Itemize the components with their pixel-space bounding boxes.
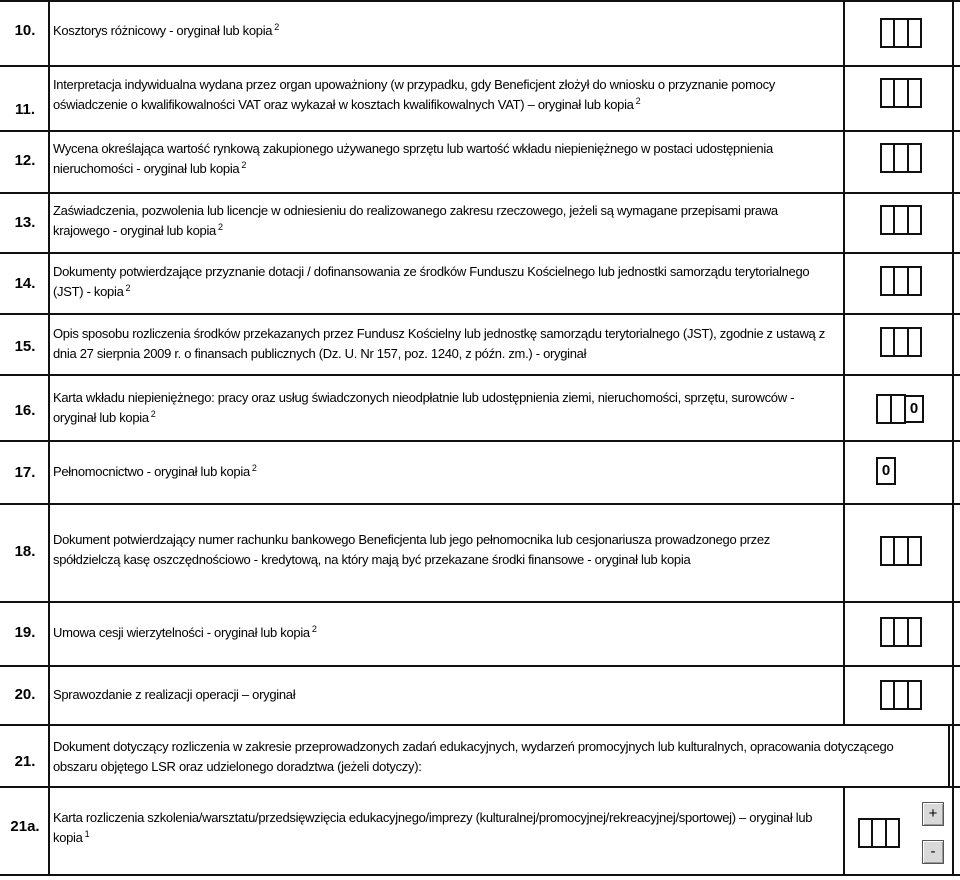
- row-divider: [0, 601, 960, 603]
- row-divider: [0, 192, 960, 194]
- count-boxes[interactable]: [880, 78, 922, 108]
- row-description: [53, 75, 833, 115]
- row-description: [53, 21, 833, 41]
- row-text: Pełnomocnictwo - oryginał lub kopia: [53, 464, 250, 479]
- row-divider: [0, 313, 960, 315]
- digit-cell[interactable]: [909, 682, 920, 708]
- count-boxes[interactable]: [880, 536, 922, 566]
- count-boxes[interactable]: [858, 818, 900, 848]
- row-description: [53, 262, 833, 302]
- row-number: 18.: [14, 543, 36, 560]
- count-boxes[interactable]: [880, 18, 922, 48]
- digit-cell[interactable]: [882, 682, 895, 708]
- count-boxes[interactable]: [880, 143, 922, 173]
- digit-cell[interactable]: [873, 820, 886, 846]
- row-divider: [0, 0, 960, 2]
- row-description: [53, 139, 833, 179]
- row-number: 16.: [14, 402, 36, 419]
- row-number: 12.: [14, 152, 36, 169]
- row-text: Dokument potwierdzający numer rachunku bankowego Beneficjenta lub jego pełnomocnika lub cesjonariusza prowadzonego przez spółdzielczą kasę oszczędnościowo - kredytową, na który mają być przekazane środki finansowe - oryginał lub kopia: [53, 532, 771, 567]
- row-text: Opis sposobu rozliczenia środków przekazanych przez Fundusz Kościelny lub jednostkę samorządu terytorialnego (JST), zgodnie z ustawą z dnia 27 sierpnia 2009 r. o finansach publicznych (Dz. U. Nr 157, poz. 1240, z późn. zm.) - oryginał: [53, 326, 825, 361]
- row-text: Umowa cesji wierzytelności - oryginał lub kopia: [53, 625, 310, 640]
- row-description: [53, 685, 833, 705]
- row-number: 21.: [14, 753, 36, 770]
- row-description: [53, 388, 833, 428]
- row-divider: [0, 130, 960, 132]
- digit-cell[interactable]: [909, 329, 920, 355]
- column-divider: [48, 0, 50, 876]
- row-description: [53, 201, 833, 241]
- digit-cell[interactable]: [882, 619, 895, 645]
- row-text: Dokument dotyczący rozliczenia w zakresie przeprowadzonych zadań edukacyjnych, wydarzeń promocyjnych lub kulturalnych, opracowania dotyczącego obszaru objętego LSR oraz udzielonego doradztwa (jeżeli dotyczy):: [53, 739, 894, 774]
- row-text: Sprawozdanie z realizacji operacji – oryginał: [53, 687, 296, 702]
- digit-cell[interactable]: [892, 396, 904, 422]
- digit-cell[interactable]: [878, 396, 892, 422]
- row-text: Karta wkładu niepieniężnego: pracy oraz usług świadczonych nieodpłatnie lub udostępnienia ziemi, nieruchomości, sprzętu, surowców - oryginał lub kopia: [53, 390, 795, 425]
- footnote-marker: 2: [217, 222, 223, 232]
- row-number: 20.: [14, 686, 36, 703]
- count-boxes[interactable]: [880, 266, 922, 296]
- row-divider: [0, 786, 960, 788]
- row-divider: [0, 374, 960, 376]
- row-description: [53, 462, 833, 482]
- row-description: [53, 808, 833, 848]
- row-divider: [0, 503, 960, 505]
- column-divider: [843, 786, 845, 876]
- row-divider: [0, 440, 960, 442]
- column-divider: [952, 0, 954, 876]
- row-divider: [0, 874, 960, 876]
- count-boxes[interactable]: [876, 394, 906, 424]
- row-text: Dokumenty potwierdzające przyznanie dotacji / dofinansowania ze środków Funduszu Kościelnego lub jednostki samorządu terytorialnego (JST) - kopia: [53, 264, 810, 299]
- digit-cell[interactable]: [882, 329, 895, 355]
- row-number: 15.: [14, 338, 36, 355]
- row-text: Zaświadczenia, pozwolenia lub licencje w odniesieniu do realizowanego zakresu rzeczowego, jeżeli są wymagane przepisami prawa krajowego - oryginał lub kopia: [53, 203, 778, 238]
- column-divider: [843, 0, 845, 726]
- digit-cell[interactable]: [895, 682, 908, 708]
- count-value-field[interactable]: 0: [876, 457, 896, 485]
- count-boxes[interactable]: [880, 205, 922, 235]
- digit-cell[interactable]: [895, 268, 908, 294]
- digit-cell[interactable]: [909, 207, 920, 233]
- column-divider: [948, 726, 950, 788]
- footnote-marker: 2: [274, 22, 279, 32]
- count-boxes[interactable]: [880, 680, 922, 710]
- footnote-marker: 2: [150, 409, 156, 419]
- footnote-marker: 2: [125, 283, 131, 293]
- digit-cell[interactable]: [895, 207, 908, 233]
- row-number: 11.: [14, 101, 36, 118]
- row-description: [53, 623, 833, 643]
- row-divider: [0, 724, 960, 726]
- row-number: 21a.: [10, 818, 40, 835]
- digit-cell[interactable]: [895, 619, 908, 645]
- digit-cell[interactable]: [882, 20, 895, 46]
- row-divider: [0, 665, 960, 667]
- row-text: Wycena określająca wartość rynkową zakupionego używanego sprzętu lub wartość wkładu niepieniężnego w postaci udostępnienia nieruchomości - oryginał lub kopia: [53, 141, 773, 176]
- digit-cell[interactable]: [895, 20, 908, 46]
- row-description: [53, 737, 913, 777]
- row-number: 13.: [14, 214, 36, 231]
- digit-cell[interactable]: [882, 268, 895, 294]
- digit-cell[interactable]: [909, 145, 920, 171]
- row-divider: [0, 65, 960, 67]
- count-value-field[interactable]: 0: [904, 395, 924, 423]
- digit-cell[interactable]: [860, 820, 873, 846]
- row-text: Kosztorys różnicowy - oryginał lub kopia: [53, 23, 273, 38]
- digit-cell[interactable]: [882, 207, 895, 233]
- digit-cell[interactable]: [909, 619, 920, 645]
- digit-cell[interactable]: [909, 538, 920, 564]
- digit-cell[interactable]: [882, 538, 895, 564]
- row-divider: [0, 252, 960, 254]
- row-text: Interpretacja indywidualna wydana przez organ upoważniony (w przypadku, gdy Beneficjent złożył do wniosku o przyznanie pomocy oświadczenie o kwalifikowalności VAT oraz wykazał w kosztach kwalifikowalnych VAT) – oryginał lub kopia: [53, 77, 775, 112]
- digit-cell[interactable]: [895, 145, 908, 171]
- row-description: [53, 530, 833, 570]
- digit-cell[interactable]: [909, 268, 920, 294]
- digit-cell[interactable]: [882, 145, 895, 171]
- footnote-marker: 1: [84, 829, 90, 839]
- row-text: Karta rozliczenia szkolenia/warsztatu/przedsięwzięcia edukacyjnego/imprezy (kulturalnej/promocyjnej/rekreacyjnej/sportowej) – oryginał lub kopia: [53, 810, 813, 845]
- digit-cell[interactable]: [909, 20, 920, 46]
- footnote-marker: 2: [241, 160, 247, 170]
- footnote-marker: 2: [635, 96, 641, 106]
- digit-cell[interactable]: [887, 820, 898, 846]
- count-boxes[interactable]: [880, 617, 922, 647]
- row-number: 17.: [14, 464, 36, 481]
- digit-cell[interactable]: [895, 80, 908, 106]
- digit-cell[interactable]: [895, 538, 908, 564]
- remove-row-button[interactable]: -: [922, 840, 944, 864]
- add-row-button[interactable]: +: [922, 802, 944, 826]
- footnote-marker: 2: [251, 463, 257, 473]
- digit-cell[interactable]: [882, 80, 895, 106]
- row-number: 19.: [14, 624, 36, 641]
- row-description: [53, 324, 833, 364]
- row-number: 14.: [14, 275, 36, 292]
- footnote-marker: 2: [311, 624, 317, 634]
- digit-cell[interactable]: [909, 80, 920, 106]
- count-boxes[interactable]: [880, 327, 922, 357]
- row-number: 10.: [14, 22, 36, 39]
- digit-cell[interactable]: [895, 329, 908, 355]
